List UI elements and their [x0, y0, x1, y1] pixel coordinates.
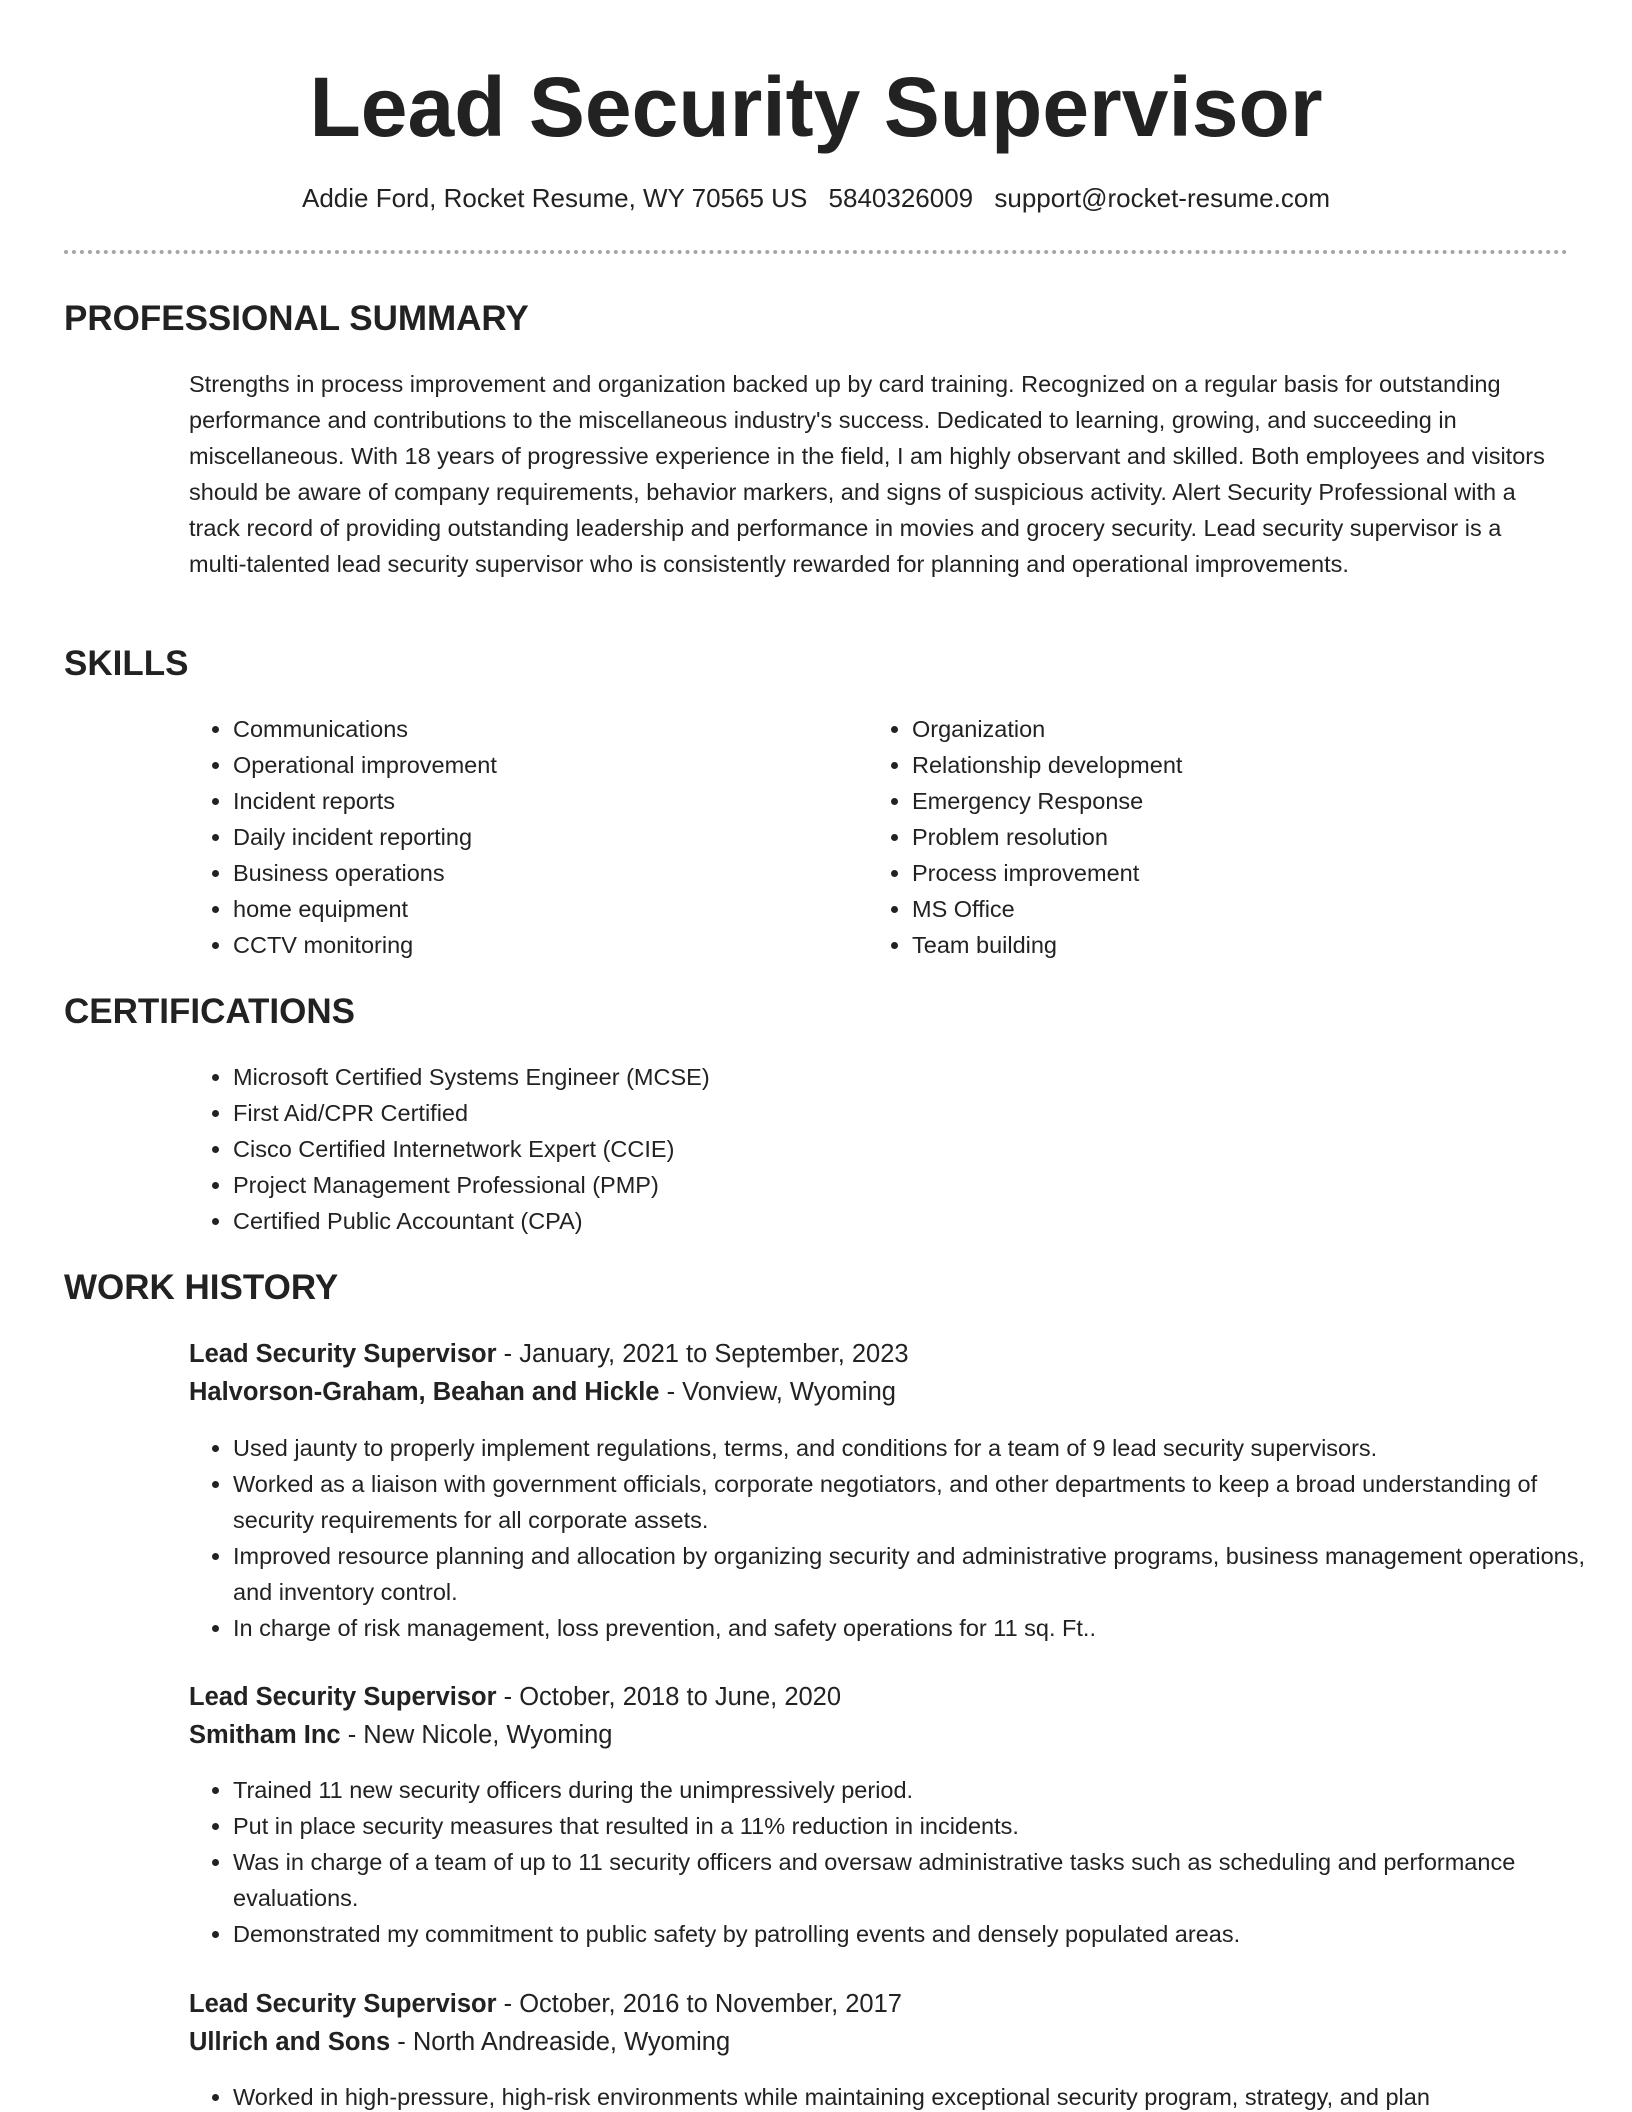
job-company: Ullrich and Sons [189, 2028, 391, 2056]
job-company-line [189, 1373, 896, 1411]
job-bullets [189, 1772, 1593, 1952]
resume-title: Lead Security Supervisor [309, 60, 1323, 154]
skill-item: • Organization [912, 711, 1512, 747]
certifications-list [189, 1059, 1433, 1239]
contact-line [0, 180, 1632, 216]
skills-list-right [868, 711, 1512, 963]
skill-item: • Incident reports [233, 783, 833, 819]
skill-item: • Business operations [233, 855, 833, 891]
job-title: Lead Security Supervisor [189, 1683, 497, 1711]
skill-item: • home equipment [233, 891, 833, 927]
skill-item: • Operational improvement [233, 747, 833, 783]
contact-email: support@rocket-resume.com [994, 183, 1330, 213]
job-location: Vonview, Wyoming [682, 1378, 896, 1406]
job-separator: - [496, 1340, 520, 1368]
job-bullet: • Worked as a liaison with government officials, corporate negotiators, and other departments to keep a broad understanding of security requirements for all corporate assets. [233, 1466, 1593, 1538]
skills-list-left [189, 711, 833, 963]
skill-item: • Relationship development [912, 747, 1512, 783]
job-title-line [189, 1678, 841, 1716]
contact-phone: 5840326009 [828, 183, 974, 213]
job-separator: - [390, 2028, 413, 2056]
job-separator: - [340, 1721, 364, 1749]
job-bullet: • Trained 11 new security officers during the unimpressively period. [233, 1772, 1593, 1808]
job-separator: - [496, 1683, 520, 1711]
job-bullet: • Demonstrated my commitment to public safety by patrolling events and densely populated areas. [233, 1916, 1593, 1952]
job-bullets [189, 1430, 1593, 1646]
job-location: New Nicole, Wyoming [363, 1721, 613, 1749]
certifications-heading: CERTIFICATIONS [64, 992, 356, 1031]
summary-heading: PROFESSIONAL SUMMARY [64, 299, 529, 338]
job-location: North Andreaside, Wyoming [412, 2028, 731, 2056]
work-history-heading: WORK HISTORY [64, 1268, 339, 1307]
job-dates: October, 2016 to November, 2017 [519, 1990, 902, 2018]
skill-item: • Emergency Response [912, 783, 1512, 819]
job-title: Lead Security Supervisor [189, 1340, 497, 1368]
skill-item: • CCTV monitoring [233, 927, 833, 963]
job-title-line [189, 1335, 909, 1373]
job-bullet: • Worked in high-pressure, high-risk environments while maintaining exceptional security program, strategy, and plan [233, 2079, 1593, 2112]
header-divider [64, 250, 1568, 254]
certification-item: • Certified Public Accountant (CPA) [233, 1203, 1433, 1239]
job-bullet: • Put in place security measures that resulted in a 11% reduction in incidents. [233, 1808, 1593, 1844]
skill-item: • Team building [912, 927, 1512, 963]
certification-item: • First Aid/CPR Certified [233, 1095, 1433, 1131]
job-bullet: • Was in charge of a team of up to 11 security officers and oversaw administrative tasks such as scheduling and performance evaluations. [233, 1844, 1593, 1916]
certification-item: • Cisco Certified Internetwork Expert (CCIE) [233, 1131, 1433, 1167]
job-dates: October, 2018 to June, 2020 [519, 1683, 842, 1711]
job-dates: January, 2021 to September, 2023 [519, 1340, 909, 1368]
job-title: Lead Security Supervisor [189, 1990, 497, 2018]
job-company-line [189, 2023, 730, 2061]
job-bullets [189, 2079, 1593, 2112]
job-company: Halvorson-Graham, Beahan and Hickle [189, 1378, 660, 1406]
skill-item: • MS Office [912, 891, 1512, 927]
job-separator: - [659, 1378, 683, 1406]
skill-item: • Daily incident reporting [233, 819, 833, 855]
certification-item: • Project Management Professional (PMP) [233, 1167, 1433, 1203]
job-bullet: • Used jaunty to properly implement regulations, terms, and conditions for a team of 9 lead security supervisors. [233, 1430, 1593, 1466]
skills-heading: SKILLS [64, 644, 189, 683]
job-bullet: • Improved resource planning and allocation by organizing security and administrative programs, business management operations, and inventory control. [233, 1538, 1593, 1610]
job-company: Smitham Inc [189, 1721, 341, 1749]
skill-item: • Process improvement [912, 855, 1512, 891]
skill-item: • Problem resolution [912, 819, 1512, 855]
certification-item: • Microsoft Certified Systems Engineer (MCSE) [233, 1059, 1433, 1095]
skill-item: • Communications [233, 711, 833, 747]
job-bullet: • In charge of risk management, loss prevention, and safety operations for 11 sq. Ft.. [233, 1610, 1593, 1646]
summary-text: Strengths in process improvement and organization backed up by card training. Recognized on a regular basis for outstanding performance and contributions to the miscellaneous industry's success. Dedicated to learning, growing, and succeeding in miscellaneous. With 18 years of progressive experience in the field, I am highly observant and skilled. Both employees and visitors should be aware of company requirements, behavior markers, and signs of suspicious activity. Alert Security Professional with a track record of providing outstanding leadership and performance in movies and grocery security. Lead security supervisor is a multi-talented lead security supervisor who is consistently rewarded for planning and operational improvements. [189, 371, 1545, 577]
contact-address: Addie Ford, Rocket Resume, WY 70565 US [301, 183, 808, 213]
job-separator: - [496, 1990, 520, 2018]
job-company-line [189, 1716, 612, 1754]
job-title-line [189, 1985, 902, 2023]
